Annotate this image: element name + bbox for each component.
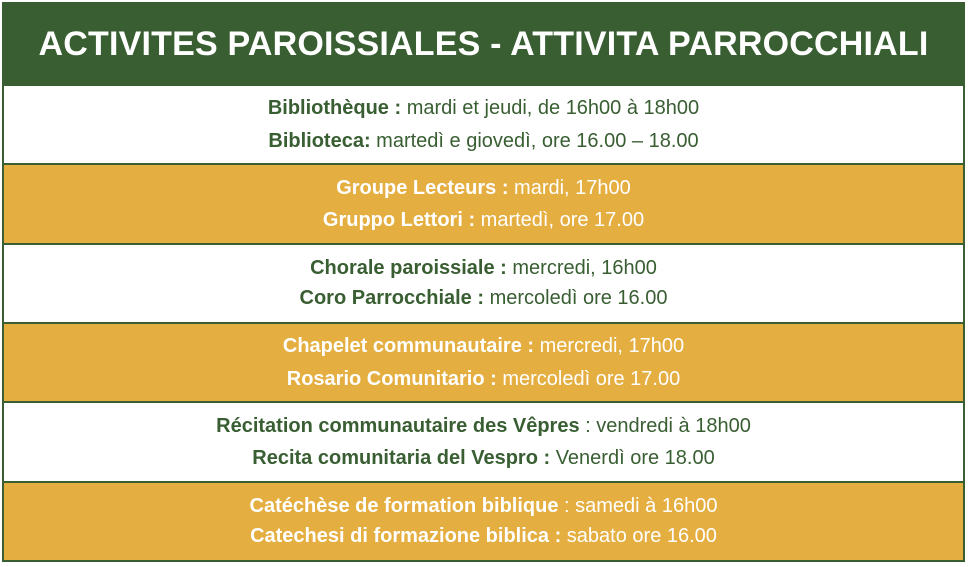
activity-label: Gruppo Lettori : <box>322 209 476 232</box>
activity-schedule: : samedi à 16h00 <box>558 495 718 518</box>
activity-line-fr <box>250 494 718 518</box>
activity-schedule: mardi, 17h00 <box>508 176 631 199</box>
activity-schedule: martedì, ore 17.00 <box>475 209 645 232</box>
activity-schedule: mercoledì ore 17.00 <box>496 367 681 390</box>
activity-line-it <box>323 208 644 232</box>
activity-label: Chorale paroissiale : <box>310 257 507 280</box>
activity-line-fr <box>283 334 684 358</box>
activity-row-vespers <box>4 403 963 482</box>
activity-schedule: mercredi, 16h00 <box>506 257 657 280</box>
page-title: ACTIVITES PAROISSIALES - ATTIVITA PARROCCHIALI <box>4 4 963 86</box>
activity-line-fr <box>216 414 751 438</box>
activity-line-fr <box>268 96 699 120</box>
activity-label: Biblioteca: <box>268 129 371 152</box>
activity-line-it <box>250 524 717 548</box>
activity-line-it <box>252 446 714 470</box>
activity-line-it <box>287 367 680 391</box>
activity-schedule: sabato ore 16.00 <box>561 525 717 548</box>
activity-schedule: Venerdì ore 18.00 <box>550 447 715 470</box>
activity-line-it <box>268 129 698 153</box>
activity-schedule: mardi et jeudi, de 16h00 à 18h00 <box>401 97 700 120</box>
activity-row-library <box>4 86 963 165</box>
activity-row-choir <box>4 245 963 324</box>
activity-label: Coro Parrocchiale : <box>299 287 485 310</box>
activity-schedule: mercoledì ore 16.00 <box>484 287 668 310</box>
activity-label: Groupe Lecteurs : <box>336 176 509 199</box>
activity-label: Catéchèse de formation biblique <box>249 495 559 518</box>
activity-schedule: : vendredi à 18h00 <box>579 414 751 437</box>
activity-label: Rosario Comunitario : <box>286 367 497 390</box>
activities-board <box>2 2 965 562</box>
activity-schedule: martedì e giovedì, ore 16.00 – 18.00 <box>370 129 699 152</box>
activity-schedule: mercredi, 17h00 <box>534 335 685 358</box>
activity-label: Récitation communautaire des Vêpres <box>216 414 580 437</box>
activity-line-fr <box>310 256 657 280</box>
activity-row-catechesis <box>4 483 963 560</box>
activity-label: Catechesi di formazione biblica : <box>250 525 562 548</box>
activity-line-fr <box>336 176 631 200</box>
activity-row-readers <box>4 165 963 244</box>
activity-row-rosary <box>4 324 963 403</box>
activity-line-it <box>300 286 668 310</box>
activity-label: Bibliothèque : <box>267 97 402 120</box>
activity-label: Recita comunitaria del Vespro : <box>252 447 551 470</box>
activity-label: Chapelet communautaire : <box>282 335 535 358</box>
